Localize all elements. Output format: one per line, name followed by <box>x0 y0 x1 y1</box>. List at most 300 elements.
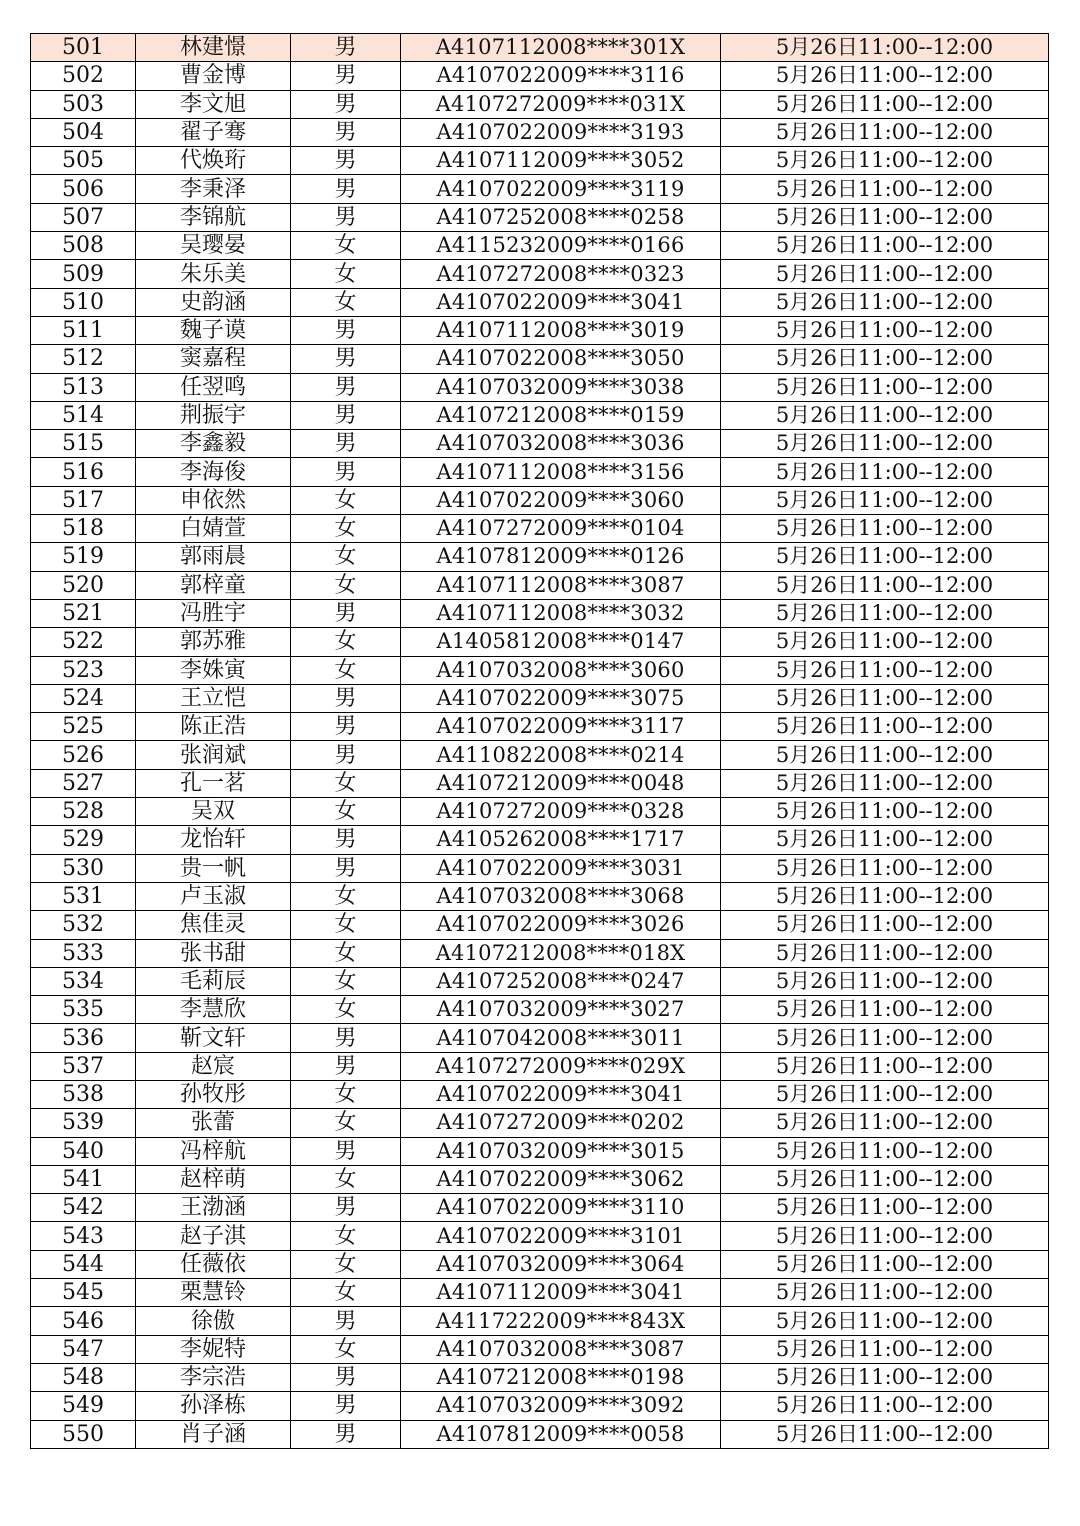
table-row <box>31 882 1049 910</box>
name-cell: 史韵涵 <box>136 288 291 316</box>
table-row <box>31 401 1049 429</box>
id-number-cell: A4107032009****3038 <box>401 373 721 401</box>
gender-cell: 女 <box>291 1109 401 1137</box>
id-number-cell: A4107022009****3026 <box>401 911 721 939</box>
id-number-cell: A1405812008****0147 <box>401 628 721 656</box>
table-row <box>31 62 1049 90</box>
id-number-cell: A4107272009****0328 <box>401 798 721 826</box>
gender-cell: 男 <box>291 34 401 62</box>
time-slot-cell: 5月26日11:00--12:00 <box>721 401 1049 429</box>
name-cell: 翟子骞 <box>136 118 291 146</box>
row-number-cell: 550 <box>31 1420 136 1448</box>
time-slot-cell: 5月26日11:00--12:00 <box>721 967 1049 995</box>
gender-cell: 男 <box>291 826 401 854</box>
name-cell: 李姝寅 <box>136 656 291 684</box>
row-number-cell: 516 <box>31 458 136 486</box>
table-row <box>31 599 1049 627</box>
row-number-cell: 518 <box>31 515 136 543</box>
table-row <box>31 486 1049 514</box>
name-cell: 窦嘉程 <box>136 345 291 373</box>
row-number-cell: 533 <box>31 939 136 967</box>
time-slot-cell: 5月26日11:00--12:00 <box>721 90 1049 118</box>
name-cell: 卢玉淑 <box>136 882 291 910</box>
table-row <box>31 1307 1049 1335</box>
time-slot-cell: 5月26日11:00--12:00 <box>721 118 1049 146</box>
table-row <box>31 1194 1049 1222</box>
table-row <box>31 656 1049 684</box>
table-row <box>31 543 1049 571</box>
table-row <box>31 1080 1049 1108</box>
id-number-cell: A4107112008****301X <box>401 34 721 62</box>
name-cell: 李锦航 <box>136 203 291 231</box>
id-number-cell: A4107272009****0104 <box>401 515 721 543</box>
id-number-cell: A4107112008****3032 <box>401 599 721 627</box>
name-cell: 冯梓航 <box>136 1137 291 1165</box>
id-number-cell: A4107032009****3064 <box>401 1250 721 1278</box>
row-number-cell: 540 <box>31 1137 136 1165</box>
table-row <box>31 1137 1049 1165</box>
id-number-cell: A4107032009****3027 <box>401 996 721 1024</box>
row-number-cell: 506 <box>31 175 136 203</box>
table-row <box>31 430 1049 458</box>
table-row <box>31 1165 1049 1193</box>
id-number-cell: A4107812009****0126 <box>401 543 721 571</box>
gender-cell: 男 <box>291 684 401 712</box>
table-row <box>31 1024 1049 1052</box>
time-slot-cell: 5月26日11:00--12:00 <box>721 34 1049 62</box>
row-number-cell: 530 <box>31 854 136 882</box>
gender-cell: 女 <box>291 656 401 684</box>
table-row <box>31 769 1049 797</box>
time-slot-cell: 5月26日11:00--12:00 <box>721 1250 1049 1278</box>
gender-cell: 女 <box>291 769 401 797</box>
table-row <box>31 118 1049 146</box>
name-cell: 陈正浩 <box>136 713 291 741</box>
time-slot-cell: 5月26日11:00--12:00 <box>721 515 1049 543</box>
time-slot-cell: 5月26日11:00--12:00 <box>721 203 1049 231</box>
id-number-cell: A4107032008****3087 <box>401 1335 721 1363</box>
name-cell: 栗慧铃 <box>136 1279 291 1307</box>
roster-table <box>30 33 1049 1449</box>
time-slot-cell: 5月26日11:00--12:00 <box>721 1279 1049 1307</box>
name-cell: 李宗浩 <box>136 1363 291 1391</box>
id-number-cell: A4107022009****3101 <box>401 1222 721 1250</box>
table-row <box>31 1392 1049 1420</box>
time-slot-cell: 5月26日11:00--12:00 <box>721 741 1049 769</box>
name-cell: 张书甜 <box>136 939 291 967</box>
id-number-cell: A4107022009****3041 <box>401 288 721 316</box>
time-slot-cell: 5月26日11:00--12:00 <box>721 684 1049 712</box>
row-number-cell: 547 <box>31 1335 136 1363</box>
gender-cell: 女 <box>291 996 401 1024</box>
id-number-cell: A4107272009****029X <box>401 1052 721 1080</box>
table-row <box>31 1109 1049 1137</box>
id-number-cell: A4107212008****0159 <box>401 401 721 429</box>
id-number-cell: A4107032009****3092 <box>401 1392 721 1420</box>
table-row <box>31 911 1049 939</box>
id-number-cell: A4107032009****3015 <box>401 1137 721 1165</box>
gender-cell: 女 <box>291 260 401 288</box>
time-slot-cell: 5月26日11:00--12:00 <box>721 232 1049 260</box>
gender-cell: 男 <box>291 147 401 175</box>
table-row <box>31 175 1049 203</box>
gender-cell: 男 <box>291 203 401 231</box>
time-slot-cell: 5月26日11:00--12:00 <box>721 1392 1049 1420</box>
gender-cell: 男 <box>291 599 401 627</box>
time-slot-cell: 5月26日11:00--12:00 <box>721 458 1049 486</box>
table-row <box>31 147 1049 175</box>
gender-cell: 男 <box>291 1024 401 1052</box>
gender-cell: 女 <box>291 967 401 995</box>
id-number-cell: A4117222009****843X <box>401 1307 721 1335</box>
name-cell: 白婧萱 <box>136 515 291 543</box>
id-number-cell: A4107022009****3116 <box>401 62 721 90</box>
gender-cell: 男 <box>291 713 401 741</box>
id-number-cell: A4107212008****018X <box>401 939 721 967</box>
table-row <box>31 373 1049 401</box>
id-number-cell: A4107272009****0202 <box>401 1109 721 1137</box>
row-number-cell: 529 <box>31 826 136 854</box>
table-row <box>31 515 1049 543</box>
gender-cell: 女 <box>291 939 401 967</box>
name-cell: 郭梓童 <box>136 571 291 599</box>
row-number-cell: 503 <box>31 90 136 118</box>
name-cell: 任薇依 <box>136 1250 291 1278</box>
table-row <box>31 741 1049 769</box>
id-number-cell: A4107112008****3087 <box>401 571 721 599</box>
name-cell: 毛莉辰 <box>136 967 291 995</box>
time-slot-cell: 5月26日11:00--12:00 <box>721 175 1049 203</box>
row-number-cell: 528 <box>31 798 136 826</box>
time-slot-cell: 5月26日11:00--12:00 <box>721 882 1049 910</box>
gender-cell: 男 <box>291 175 401 203</box>
time-slot-cell: 5月26日11:00--12:00 <box>721 769 1049 797</box>
time-slot-cell: 5月26日11:00--12:00 <box>721 1222 1049 1250</box>
time-slot-cell: 5月26日11:00--12:00 <box>721 345 1049 373</box>
time-slot-cell: 5月26日11:00--12:00 <box>721 1420 1049 1448</box>
row-number-cell: 504 <box>31 118 136 146</box>
table-row <box>31 826 1049 854</box>
name-cell: 赵梓萌 <box>136 1165 291 1193</box>
time-slot-cell: 5月26日11:00--12:00 <box>721 486 1049 514</box>
row-number-cell: 543 <box>31 1222 136 1250</box>
table-row <box>31 203 1049 231</box>
name-cell: 李鑫毅 <box>136 430 291 458</box>
row-number-cell: 527 <box>31 769 136 797</box>
gender-cell: 男 <box>291 430 401 458</box>
row-number-cell: 524 <box>31 684 136 712</box>
id-number-cell: A4107032008****3036 <box>401 430 721 458</box>
name-cell: 吴璎晏 <box>136 232 291 260</box>
row-number-cell: 520 <box>31 571 136 599</box>
table-row <box>31 713 1049 741</box>
name-cell: 王渤涵 <box>136 1194 291 1222</box>
id-number-cell: A4107022008****3050 <box>401 345 721 373</box>
row-number-cell: 511 <box>31 316 136 344</box>
gender-cell: 男 <box>291 62 401 90</box>
row-number-cell: 531 <box>31 882 136 910</box>
time-slot-cell: 5月26日11:00--12:00 <box>721 996 1049 1024</box>
table-row <box>31 798 1049 826</box>
time-slot-cell: 5月26日11:00--12:00 <box>721 1109 1049 1137</box>
row-number-cell: 537 <box>31 1052 136 1080</box>
gender-cell: 男 <box>291 741 401 769</box>
row-number-cell: 532 <box>31 911 136 939</box>
table-row <box>31 1052 1049 1080</box>
gender-cell: 女 <box>291 1335 401 1363</box>
row-number-cell: 525 <box>31 713 136 741</box>
gender-cell: 女 <box>291 882 401 910</box>
gender-cell: 男 <box>291 118 401 146</box>
gender-cell: 男 <box>291 854 401 882</box>
table-row <box>31 260 1049 288</box>
name-cell: 李海俊 <box>136 458 291 486</box>
row-number-cell: 521 <box>31 599 136 627</box>
gender-cell: 男 <box>291 316 401 344</box>
gender-cell: 女 <box>291 798 401 826</box>
name-cell: 龙怡轩 <box>136 826 291 854</box>
gender-cell: 女 <box>291 515 401 543</box>
name-cell: 徐傲 <box>136 1307 291 1335</box>
name-cell: 王立恺 <box>136 684 291 712</box>
name-cell: 代焕珩 <box>136 147 291 175</box>
row-number-cell: 502 <box>31 62 136 90</box>
gender-cell: 女 <box>291 1080 401 1108</box>
name-cell: 任翌鸣 <box>136 373 291 401</box>
name-cell: 赵子淇 <box>136 1222 291 1250</box>
gender-cell: 男 <box>291 458 401 486</box>
row-number-cell: 517 <box>31 486 136 514</box>
name-cell: 焦佳灵 <box>136 911 291 939</box>
gender-cell: 男 <box>291 1137 401 1165</box>
id-number-cell: A4107252008****0247 <box>401 967 721 995</box>
name-cell: 张润斌 <box>136 741 291 769</box>
id-number-cell: A4107022009****3041 <box>401 1080 721 1108</box>
id-number-cell: A4107112009****3052 <box>401 147 721 175</box>
time-slot-cell: 5月26日11:00--12:00 <box>721 62 1049 90</box>
gender-cell: 男 <box>291 401 401 429</box>
row-number-cell: 507 <box>31 203 136 231</box>
name-cell: 肖子涵 <box>136 1420 291 1448</box>
row-number-cell: 515 <box>31 430 136 458</box>
table-row <box>31 458 1049 486</box>
row-number-cell: 501 <box>31 34 136 62</box>
name-cell: 张蕾 <box>136 1109 291 1137</box>
row-number-cell: 545 <box>31 1279 136 1307</box>
time-slot-cell: 5月26日11:00--12:00 <box>721 628 1049 656</box>
name-cell: 贵一帆 <box>136 854 291 882</box>
id-number-cell: A4107112008****3019 <box>401 316 721 344</box>
time-slot-cell: 5月26日11:00--12:00 <box>721 373 1049 401</box>
row-number-cell: 505 <box>31 147 136 175</box>
id-number-cell: A4107252008****0258 <box>401 203 721 231</box>
row-number-cell: 508 <box>31 232 136 260</box>
row-number-cell: 546 <box>31 1307 136 1335</box>
gender-cell: 男 <box>291 373 401 401</box>
gender-cell: 女 <box>291 1279 401 1307</box>
row-number-cell: 544 <box>31 1250 136 1278</box>
time-slot-cell: 5月26日11:00--12:00 <box>721 1080 1049 1108</box>
id-number-cell: A4107272009****031X <box>401 90 721 118</box>
table-row <box>31 967 1049 995</box>
table-row <box>31 1250 1049 1278</box>
time-slot-cell: 5月26日11:00--12:00 <box>721 854 1049 882</box>
gender-cell: 女 <box>291 1165 401 1193</box>
row-number-cell: 523 <box>31 656 136 684</box>
name-cell: 孙牧彤 <box>136 1080 291 1108</box>
name-cell: 赵宸 <box>136 1052 291 1080</box>
name-cell: 荆振宇 <box>136 401 291 429</box>
table-row <box>31 1335 1049 1363</box>
time-slot-cell: 5月26日11:00--12:00 <box>721 1363 1049 1391</box>
id-number-cell: A4107212008****0198 <box>401 1363 721 1391</box>
time-slot-cell: 5月26日11:00--12:00 <box>721 147 1049 175</box>
id-number-cell: A4107042008****3011 <box>401 1024 721 1052</box>
time-slot-cell: 5月26日11:00--12:00 <box>721 713 1049 741</box>
table-row <box>31 345 1049 373</box>
gender-cell: 女 <box>291 571 401 599</box>
name-cell: 冯胜宇 <box>136 599 291 627</box>
row-number-cell: 509 <box>31 260 136 288</box>
id-number-cell: A4107112009****3041 <box>401 1279 721 1307</box>
row-number-cell: 542 <box>31 1194 136 1222</box>
id-number-cell: A4107212009****0048 <box>401 769 721 797</box>
name-cell: 靳文轩 <box>136 1024 291 1052</box>
table-row <box>31 684 1049 712</box>
id-number-cell: A4107112008****3156 <box>401 458 721 486</box>
row-number-cell: 539 <box>31 1109 136 1137</box>
gender-cell: 男 <box>291 1392 401 1420</box>
id-number-cell: A4110822008****0214 <box>401 741 721 769</box>
time-slot-cell: 5月26日11:00--12:00 <box>721 316 1049 344</box>
id-number-cell: A4107022009****3075 <box>401 684 721 712</box>
gender-cell: 男 <box>291 1194 401 1222</box>
id-number-cell: A4107022009****3060 <box>401 486 721 514</box>
table-row <box>31 1363 1049 1391</box>
gender-cell: 男 <box>291 90 401 118</box>
id-number-cell: A4107022009****3110 <box>401 1194 721 1222</box>
gender-cell: 男 <box>291 1307 401 1335</box>
table-row <box>31 316 1049 344</box>
gender-cell: 女 <box>291 628 401 656</box>
gender-cell: 女 <box>291 232 401 260</box>
time-slot-cell: 5月26日11:00--12:00 <box>721 599 1049 627</box>
time-slot-cell: 5月26日11:00--12:00 <box>721 1335 1049 1363</box>
row-number-cell: 510 <box>31 288 136 316</box>
time-slot-cell: 5月26日11:00--12:00 <box>721 571 1049 599</box>
time-slot-cell: 5月26日11:00--12:00 <box>721 1307 1049 1335</box>
row-number-cell: 514 <box>31 401 136 429</box>
gender-cell: 女 <box>291 1250 401 1278</box>
table-row <box>31 232 1049 260</box>
table-row <box>31 1420 1049 1448</box>
table-row <box>31 854 1049 882</box>
row-number-cell: 536 <box>31 1024 136 1052</box>
time-slot-cell: 5月26日11:00--12:00 <box>721 798 1049 826</box>
row-number-cell: 522 <box>31 628 136 656</box>
name-cell: 朱乐美 <box>136 260 291 288</box>
row-number-cell: 513 <box>31 373 136 401</box>
id-number-cell: A4107022009****3062 <box>401 1165 721 1193</box>
gender-cell: 女 <box>291 1222 401 1250</box>
name-cell: 申依然 <box>136 486 291 514</box>
time-slot-cell: 5月26日11:00--12:00 <box>721 430 1049 458</box>
roster-table-body <box>31 34 1049 1449</box>
row-number-cell: 526 <box>31 741 136 769</box>
time-slot-cell: 5月26日11:00--12:00 <box>721 826 1049 854</box>
name-cell: 李文旭 <box>136 90 291 118</box>
time-slot-cell: 5月26日11:00--12:00 <box>721 260 1049 288</box>
name-cell: 郭苏雅 <box>136 628 291 656</box>
id-number-cell: A4107032008****3068 <box>401 882 721 910</box>
row-number-cell: 538 <box>31 1080 136 1108</box>
time-slot-cell: 5月26日11:00--12:00 <box>721 1137 1049 1165</box>
id-number-cell: A4107022009****3031 <box>401 854 721 882</box>
name-cell: 魏子谟 <box>136 316 291 344</box>
name-cell: 郭雨晨 <box>136 543 291 571</box>
id-number-cell: A4107022009****3117 <box>401 713 721 741</box>
row-number-cell: 541 <box>31 1165 136 1193</box>
name-cell: 李妮特 <box>136 1335 291 1363</box>
table-row <box>31 34 1049 62</box>
gender-cell: 男 <box>291 1052 401 1080</box>
id-number-cell: A4107032008****3060 <box>401 656 721 684</box>
name-cell: 李秉泽 <box>136 175 291 203</box>
table-row <box>31 1222 1049 1250</box>
table-row <box>31 288 1049 316</box>
row-number-cell: 512 <box>31 345 136 373</box>
table-row <box>31 939 1049 967</box>
id-number-cell: A4105262008****1717 <box>401 826 721 854</box>
row-number-cell: 519 <box>31 543 136 571</box>
time-slot-cell: 5月26日11:00--12:00 <box>721 1165 1049 1193</box>
table-row <box>31 996 1049 1024</box>
gender-cell: 男 <box>291 345 401 373</box>
row-number-cell: 549 <box>31 1392 136 1420</box>
id-number-cell: A4107022009****3193 <box>401 118 721 146</box>
time-slot-cell: 5月26日11:00--12:00 <box>721 939 1049 967</box>
gender-cell: 男 <box>291 1420 401 1448</box>
time-slot-cell: 5月26日11:00--12:00 <box>721 656 1049 684</box>
time-slot-cell: 5月26日11:00--12:00 <box>721 1194 1049 1222</box>
name-cell: 孙泽栋 <box>136 1392 291 1420</box>
time-slot-cell: 5月26日11:00--12:00 <box>721 911 1049 939</box>
name-cell: 孔一茗 <box>136 769 291 797</box>
name-cell: 曹金博 <box>136 62 291 90</box>
time-slot-cell: 5月26日11:00--12:00 <box>721 543 1049 571</box>
time-slot-cell: 5月26日11:00--12:00 <box>721 1024 1049 1052</box>
id-number-cell: A4115232009****0166 <box>401 232 721 260</box>
id-number-cell: A4107272008****0323 <box>401 260 721 288</box>
row-number-cell: 548 <box>31 1363 136 1391</box>
name-cell: 林建憬 <box>136 34 291 62</box>
gender-cell: 女 <box>291 486 401 514</box>
table-row <box>31 628 1049 656</box>
name-cell: 李慧欣 <box>136 996 291 1024</box>
name-cell: 吴双 <box>136 798 291 826</box>
gender-cell: 男 <box>291 1363 401 1391</box>
gender-cell: 女 <box>291 543 401 571</box>
id-number-cell: A4107022009****3119 <box>401 175 721 203</box>
table-row <box>31 1279 1049 1307</box>
row-number-cell: 534 <box>31 967 136 995</box>
gender-cell: 女 <box>291 288 401 316</box>
id-number-cell: A4107812009****0058 <box>401 1420 721 1448</box>
time-slot-cell: 5月26日11:00--12:00 <box>721 288 1049 316</box>
time-slot-cell: 5月26日11:00--12:00 <box>721 1052 1049 1080</box>
gender-cell: 女 <box>291 911 401 939</box>
row-number-cell: 535 <box>31 996 136 1024</box>
